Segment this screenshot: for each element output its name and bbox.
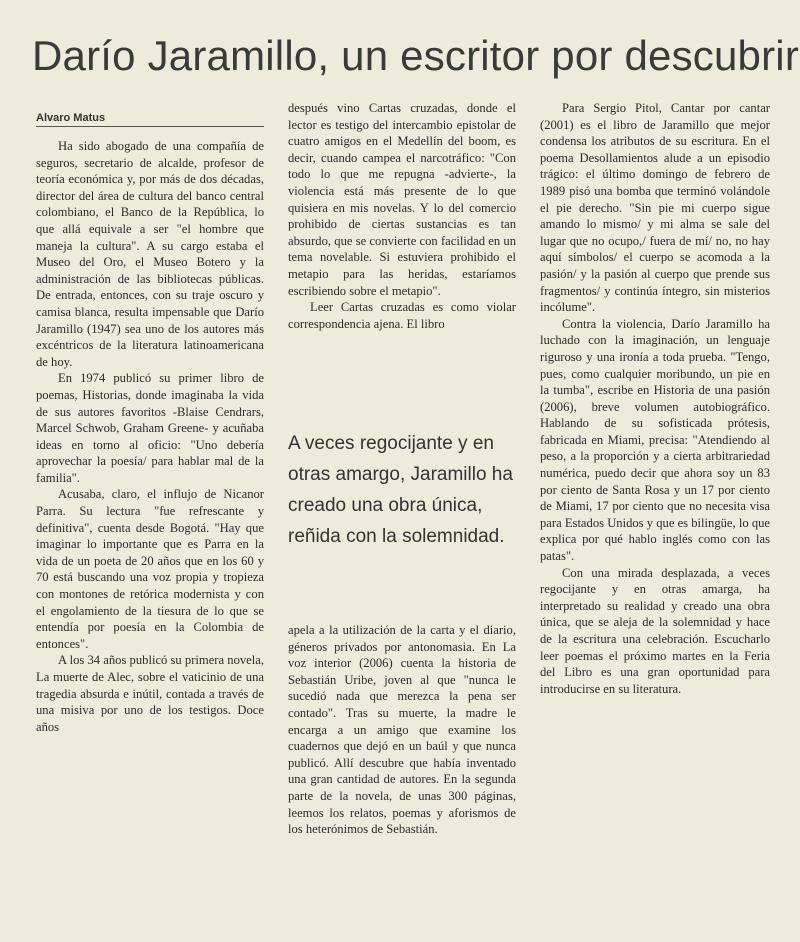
headline: Darío Jaramillo, un escritor por descubrir bbox=[32, 32, 800, 79]
paragraph: Leer Cartas cruzadas es como violar correspondencia ajena. El libro bbox=[288, 300, 516, 331]
paragraph: apela a la utilización de la carta y el diario, géneros privados por antonomasia. En La voz interior (2006) cuenta la historia de Sebastián Uribe, joven al que "nunca le sucedió nada que merezca la pena ser contado". Tras su muerte, la madre le encarga a un amigo que examine los cuadernos que dejó en un baúl y que nunca publicó. Allí descubre que había inventado una gran cantidad de autores. En la segunda parte de la novela, de unas 300 páginas, leemos los relatos, poemas y aforismos de los heterónimos de Sebastián. bbox=[288, 623, 516, 837]
paragraph: después vino Cartas cruzadas, donde el lector es testigo del intercambio epistolar de cuatro amigos en el Medellín del boom, es decir, cuando campea el narcotráfico: "Con todo lo que me repugna -advierte-, la violencia está más presente de lo que quisiera en mis novelas. Y lo del comercio prohibido de ciertas sustancias es tan absurdo, que se convierte con facilidad en un tema novelable. Si estuviera prohibido el metapio para las heridas, estaríamos escribiendo sobre el metapio". bbox=[288, 101, 516, 298]
column-2-top bbox=[288, 100, 516, 332]
paragraph: Para Sergio Pitol, Cantar por cantar (2001) es el libro de Jaramillo que mejor condensa los atributos de su escritura. En el poema Desollamientos alude a un episodio trágico: el último domingo de febrero de 1989 pisó una bomba que terminó volándole el pie derecho. "Sin pie mi cuerpo sigue amando lo mismo/ y mi alma se sale del lugar que no ocupo,/ fuera de mí/ no, no hay aquí símbolos/ el cuerpo se acomoda a la pasión/ y la pasión al cuerpo que prende sus fragmentos/ y continúa íntegro, sin misterios incólume". bbox=[540, 101, 770, 315]
paragraph: Con una mirada desplazada, a veces regocijante y en otras amarga, ha interpretado su realidad y creado una obra única, que se aleja de la solemnidad y hace de la escritura una celebración. Escucharlo leer poemas el próximo martes en la Feria del Libro es una gran oportunidad para introducirse en su literatura. bbox=[540, 565, 770, 696]
pull-quote-text: A veces regocijante y en otras amargo, Jaramillo ha creado una obra única, reñida con la solemnidad. bbox=[288, 433, 513, 547]
pull-quote bbox=[288, 428, 516, 552]
column-2-bottom bbox=[288, 622, 516, 838]
paragraph: En 1974 publicó su primer libro de poemas, Historias, donde imaginaba la vida de sus autores favoritos -Blaise Cendrars, Marcel Schwob, Graham Greene- y acuñaba ideas en torno al oficio: "Uno debería aprovechar la poesía/ para hablar mal de la familia". bbox=[36, 371, 264, 485]
paragraph: Ha sido abogado de una compañía de seguros, secretario de alcalde, profesor de teoría económica y, por más de dos décadas, director del área de cultura del banco central colombiano, el Banco de la República, lo que allá equivale a ser "el hombre que maneja la cultura". A su cargo estaba el Museo del Oro, el Museo Botero y la administración de las bibliotecas públicas. De entrada, entonces, con su traje oscuro y camisa blanca, resulta impensable que Darío Jaramillo (1947) sea uno de los autores más excéntricos de la literatura latinoamericana de hoy. bbox=[36, 139, 264, 369]
paragraph: Acusaba, claro, el influjo de Nicanor Parra. Su lectura "fue refrescante y definitiva", cuenta desde Bogotá. "Hay que imaginar lo importante que es Parra en la vida de un poeta de 20 años que en los 60 y 70 está buscando una voz propia y tropieza con montones de retórica modernista y con el engolamiento de la tiesura de lo que se entendía por poesía en la Colombia de entonces". bbox=[36, 487, 264, 651]
paragraph: Contra la violencia, Darío Jaramillo ha luchado con la imaginación, un lenguaje riguroso y una ironía a toda prueba. "Tengo, pues, como cualquier moribundo, un pie en la tumba", escribe en Historia de una pasión (2006), breve volumen autobiográfico. Hablando de su sofisticada prótesis, fabricada en Miami, precisa: "Atendiendo al peso, a la proporción y a cierta arbitrariedad numérica, puedo decir que ahora soy un 83 por ciento de Santa Rosa y un 17 por ciento de Miami, 17 por ciento que no necesita visa para Estados Unidos y que es bilingüe, lo que explica por qué hablo inglés como con las patas". bbox=[540, 316, 770, 564]
byline-rule bbox=[36, 126, 264, 127]
paragraph: A los 34 años publicó su primera novela, La muerte de Alec, sobre el vaticinio de una tragedia absurda e inútil, contada a través de una misiva por uno de los testigos. Doce años bbox=[36, 653, 264, 734]
column-1 bbox=[36, 138, 264, 735]
column-3 bbox=[540, 100, 770, 697]
byline: Alvaro Matus bbox=[36, 112, 106, 124]
